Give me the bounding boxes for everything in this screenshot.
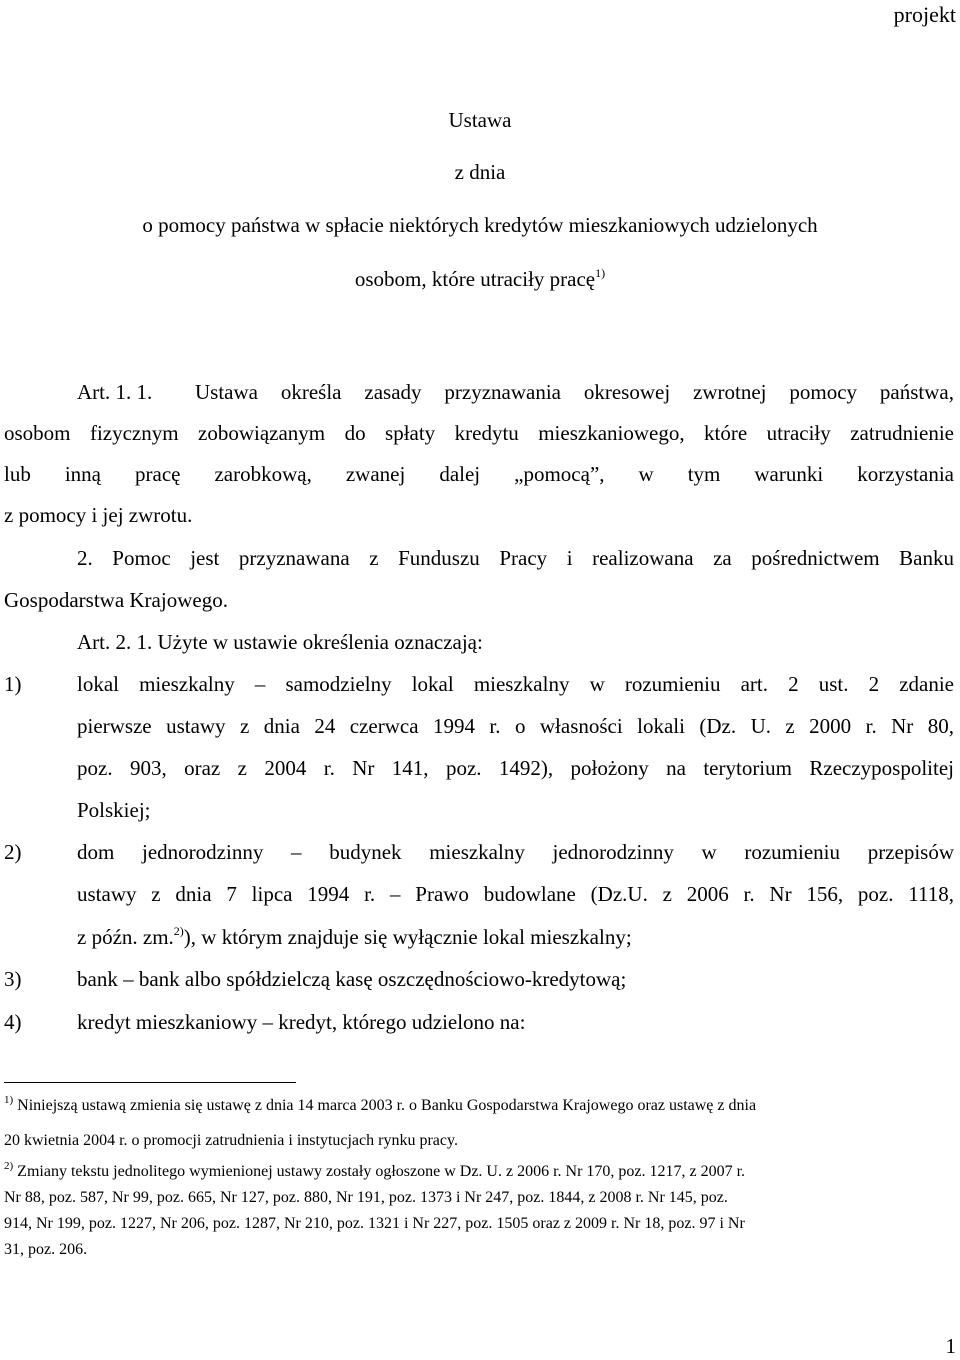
footnote-2-line-1 bbox=[4, 1160, 746, 1181]
list-item-1-number: 1) bbox=[4, 672, 22, 696]
art-1-para-1-line-3: lub inną pracę zarobkową, zwanej dalej „pomocą”, w tym warunki korzystania bbox=[4, 462, 954, 486]
footnote-2-line-4: 31, poz. 206. bbox=[4, 1241, 88, 1258]
footnote-2-marker: 2) bbox=[4, 1160, 14, 1172]
list-item-3-line-1: bank – bank albo spółdzielczą kasę oszczędnościowo-kredytową; bbox=[77, 967, 627, 991]
footnote-2-text: Zmiany tekstu jednolitego wymienionej ustawy zostały ogłoszone w Dz. U. z 2006 r. Nr 170, poz. 1217, z 2007 r. bbox=[17, 1163, 746, 1180]
footnote-1-marker: 1) bbox=[4, 1094, 14, 1106]
list-item-4-line-1: kredyt mieszkaniowy – kredyt, którego udzielono na: bbox=[77, 1010, 526, 1034]
footnote-1-line-1 bbox=[4, 1094, 757, 1115]
footnote-2-line-3: 914, Nr 199, poz. 1227, Nr 206, poz. 1287, Nr 210, poz. 1321 i Nr 227, poz. 1505 oraz z 2009 r. Nr 18, poz. 97 i Nr bbox=[4, 1215, 745, 1232]
act-title-line-2 bbox=[0, 267, 960, 292]
art-1-lead: Art. 1. 1. bbox=[77, 380, 153, 404]
list-item-2-line-1: dom jednorodzinny – budynek mieszkalny jednorodzinny w rozumieniu przepisów bbox=[77, 840, 954, 864]
act-type-title: Ustawa bbox=[448, 108, 512, 132]
art-1-para-2-line-1: 2. Pomoc jest przyznawana z Funduszu Pracy i realizowana za pośrednictwem Banku bbox=[77, 546, 954, 570]
art-1-para-1-line-1: Ustawa określa zasady przyznawania okresowej zwrotnej pomocy państwa, bbox=[195, 380, 954, 404]
list-item-1-line-1: lokal mieszkalny – samodzielny lokal mieszkalny w rozumieniu art. 2 ust. 2 zdanie bbox=[77, 672, 954, 696]
list-item-2-line-2: ustawy z dnia 7 lipca 1994 r. – Prawo budowlane (Dz.U. z 2006 r. Nr 156, poz. 1118, bbox=[77, 882, 954, 906]
list-item-1-line-4: Polskiej; bbox=[77, 798, 151, 822]
art-1-para-1-line-4: z pomocy i jej zwrotu. bbox=[4, 503, 193, 527]
list-item-4-number: 4) bbox=[4, 1010, 22, 1034]
act-title-line-1: o pomocy państwa w spłacie niektórych kredytów mieszkaniowych udzielonych bbox=[142, 213, 818, 237]
art-2-lead: Art. 2. 1. Użyte w ustawie określenia oznaczają: bbox=[77, 630, 483, 654]
list-item-1-line-2: pierwsze ustawy z dnia 24 czerwca 1994 r. o własności lokali (Dz. U. z 2000 r. Nr 80, bbox=[77, 714, 954, 738]
footnote-1-text: Niniejszą ustawą zmienia się ustawę z dnia 14 marca 2003 r. o Banku Gospodarstwa Krajowego oraz ustawę z dnia bbox=[17, 1097, 757, 1114]
art-1-para-1-line-2: osobom fizycznym zobowiązanym do spłaty kredytu mieszkaniowego, które utraciły zatrudnienie bbox=[4, 421, 954, 445]
page-number: 1 bbox=[945, 1334, 956, 1358]
list-item-2-line-3 bbox=[77, 925, 632, 950]
list-item-3-number: 3) bbox=[4, 967, 22, 991]
footnote-separator bbox=[4, 1082, 296, 1083]
list-item-2-line-3-post: ), w którym znajduje się wyłącznie lokal mieszkalny; bbox=[183, 925, 632, 949]
footnote-1-line-2: 20 kwietnia 2004 r. o promocji zatrudnienia i instytucjach rynku pracy. bbox=[4, 1132, 458, 1149]
footnote-2-line-2: Nr 88, poz. 587, Nr 99, poz. 665, Nr 127, poz. 880, Nr 191, poz. 1373 i Nr 247, poz. 1844, z 2008 r. Nr 145, poz. bbox=[4, 1189, 728, 1206]
act-title-text: osobom, które utraciły pracę bbox=[354, 267, 596, 291]
list-item-2-number: 2) bbox=[4, 840, 22, 864]
list-item-2-line-3-pre: z późn. zm. bbox=[77, 925, 174, 949]
draft-label: projekt bbox=[893, 2, 956, 27]
footnote-ref-2[interactable]: 2) bbox=[173, 924, 184, 938]
footnote-ref-1[interactable]: 1) bbox=[595, 266, 606, 280]
list-item-1-line-3: poz. 903, oraz z 2004 r. Nr 141, poz. 1492), położony na terytorium Rzeczypospolitej bbox=[77, 756, 954, 780]
art-1-para-2-line-2: Gospodarstwa Krajowego. bbox=[4, 588, 228, 612]
act-date-line: z dnia bbox=[454, 160, 506, 184]
